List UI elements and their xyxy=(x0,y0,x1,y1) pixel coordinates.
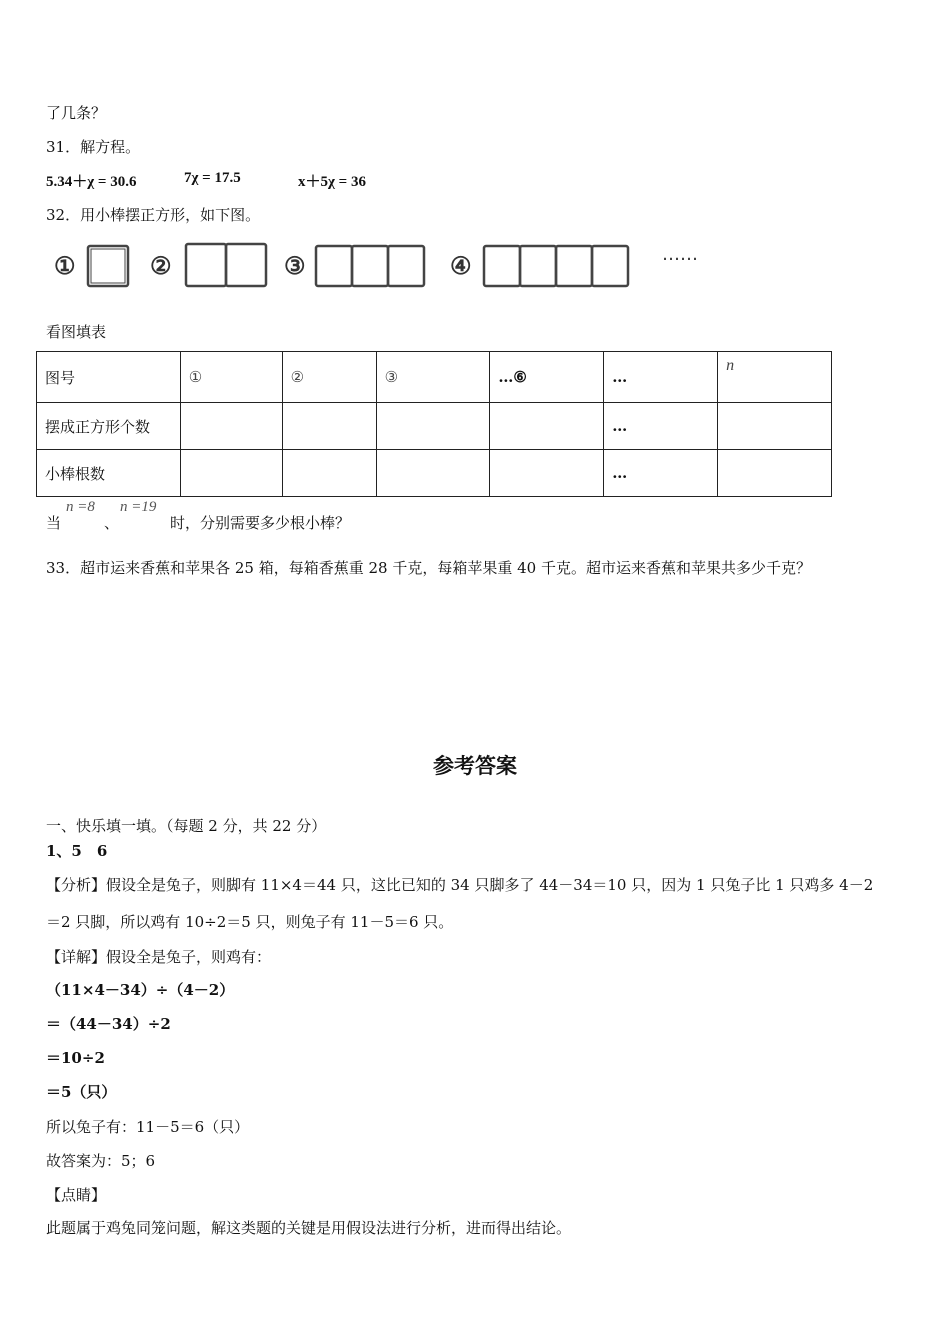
analysis-line-1: 【分析】假设全是兔子，则脚有 11×4＝44 只，这比已知的 34 只脚多了 44－34＝10 只，因为 1 只兔子比 1 只鸡多 4－2 xyxy=(46,876,874,894)
figure-label-1: ① xyxy=(54,251,76,280)
cell-header-sticks: 小棒根数 xyxy=(37,450,181,497)
cell-n xyxy=(718,352,832,403)
cell-blank[interactable] xyxy=(180,450,282,497)
cell-blank[interactable] xyxy=(376,450,490,497)
comment: 此题属于鸡兔同笼问题，解这类题的关键是用假设法进行分析，进而得出结论。 xyxy=(46,1219,572,1237)
answer-item-1: 1、5 6 xyxy=(46,842,108,860)
equation-2: 7χ = 17.5 xyxy=(184,170,241,186)
equation-1: 5.34＋χ = 30.6 xyxy=(46,174,137,190)
cell-3: ③ xyxy=(376,352,490,403)
answers-title: 参考答案 xyxy=(433,754,517,778)
cell-6: …⑥ xyxy=(490,352,604,403)
step-3: ＝10÷2 xyxy=(46,1049,105,1067)
q31-title: 31．解方程。 xyxy=(46,138,141,156)
cell-blank[interactable] xyxy=(376,403,490,450)
cell-header-figure: 图号 xyxy=(37,352,181,403)
matchstick-squares-figure xyxy=(50,236,720,294)
table-row-stick-count xyxy=(37,450,832,497)
cell-header-squares: 摆成正方形个数 xyxy=(37,403,181,450)
figure-label-4: ④ xyxy=(450,251,472,280)
followup-prefix: 当 xyxy=(46,514,62,532)
cell-blank[interactable] xyxy=(490,403,604,450)
figure-label-3: ③ xyxy=(284,251,306,280)
step-2: ＝（44－34）÷2 xyxy=(46,1015,171,1033)
table-row-figure-number xyxy=(37,352,832,403)
rabbit-count: 所以兔子有：11－5＝6（只） xyxy=(46,1118,250,1136)
cell-blank[interactable] xyxy=(282,403,376,450)
cell-ellipsis: … xyxy=(604,352,718,403)
final-answer: 故答案为：5；6 xyxy=(46,1152,156,1170)
q32-title: 32．用小棒摆正方形，如下图。 xyxy=(46,206,261,224)
equation-3: x＋5χ = 36 xyxy=(298,174,366,190)
followup-suffix: 时，分别需要多少根小棒？ xyxy=(170,514,351,532)
followup-sep: 、 xyxy=(104,514,120,532)
figure-label-2: ② xyxy=(150,251,172,280)
q30-tail: 了几条？ xyxy=(46,104,107,122)
cell-blank[interactable] xyxy=(718,450,832,497)
q33: 33．超市运来香蕉和苹果各 25 箱，每箱香蕉重 28 千克，每箱苹果重 40 千克。超市运来香蕉和苹果共多少千克？ xyxy=(46,559,811,577)
fill-in-table xyxy=(36,351,832,497)
followup-n2: n =19 xyxy=(120,499,157,515)
step-1: （11×4－34）÷（4－2） xyxy=(46,981,235,999)
cell-blank[interactable] xyxy=(718,403,832,450)
analysis-line-2: ＝2 只脚，所以鸡有 10÷2＝5 只，则兔子有 11－5＝6 只。 xyxy=(46,913,454,931)
answers-section: 一、快乐填一填。（每题 2 分，共 22 分） xyxy=(46,817,327,835)
step-4: ＝5（只） xyxy=(46,1083,117,1101)
comment-title: 【点睛】 xyxy=(46,1186,107,1204)
cell-blank[interactable] xyxy=(490,450,604,497)
figure-ellipsis: …… xyxy=(662,244,698,265)
cell-ellipsis: … xyxy=(604,450,718,497)
n-variable: n xyxy=(726,357,735,374)
table-row-square-count xyxy=(37,403,832,450)
table-caption: 看图填表 xyxy=(46,323,107,341)
cell-2: ② xyxy=(282,352,376,403)
detail: 【详解】假设全是兔子，则鸡有： xyxy=(46,948,272,966)
cell-blank[interactable] xyxy=(180,403,282,450)
cell-blank[interactable] xyxy=(282,450,376,497)
followup-n1: n =8 xyxy=(66,499,95,515)
cell-1: ① xyxy=(180,352,282,403)
cell-ellipsis: … xyxy=(604,403,718,450)
